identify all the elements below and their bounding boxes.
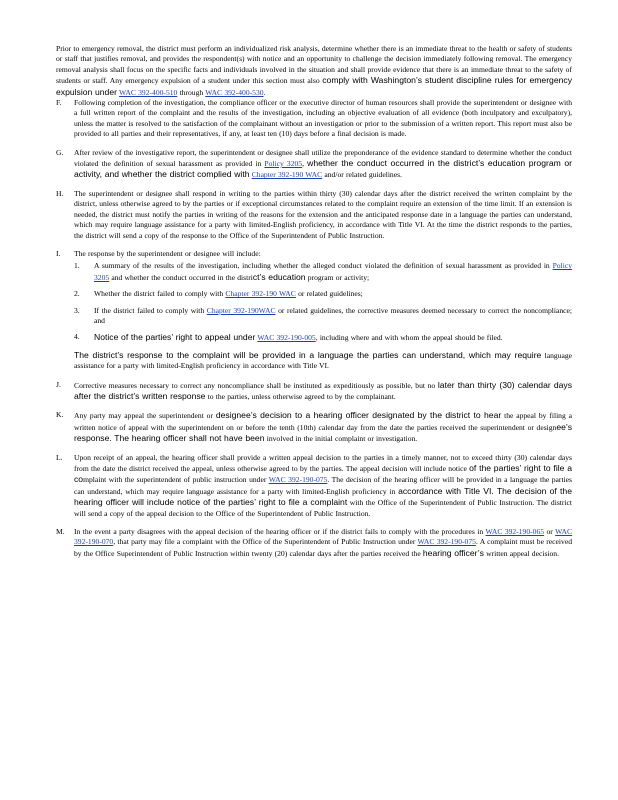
section-g-emphasis: whether the conduct occurred in the district’s education program or activity, and whether the district complied with xyxy=(74,158,573,180)
section-m-text xyxy=(74,527,572,559)
chapter-392-190-wac-link[interactable]: Chapter 392-190 WAC xyxy=(251,170,323,180)
section-m-text-2: , that party may file a complaint with the Office of the Superintendent of Public Instruction under xyxy=(113,537,416,547)
list-item-text xyxy=(94,306,572,327)
section-k xyxy=(56,410,572,444)
section-i xyxy=(56,249,572,372)
section-m xyxy=(56,527,572,559)
section-g-text-1: After review of the investigative report, the superintendent or designee shall utilize the preponderance of the evidence standard to determine whether the conduct violated the definition of sexual harassment as provided in xyxy=(74,147,572,169)
list-item xyxy=(74,332,572,343)
section-k-text-3: involved in the initial complaint or investigation. xyxy=(266,434,418,444)
wac-392-190-070-link[interactable]: WAC 392-190-070 xyxy=(74,527,573,547)
emergency-removal-paragraph xyxy=(56,44,572,98)
list-item-1-text-1: A summary of the results of the investigation, including whether the alleged conduct violated the definition of sexual harassment as provided in xyxy=(94,261,550,271)
policy-3205-link[interactable]: Policy 3205 xyxy=(94,261,572,282)
list-number: 1. xyxy=(74,261,80,271)
section-m-text-3: . A complaint must be received by the Office Superintendent of Public Instruction within twenty (20) calendar days after the parties received the xyxy=(74,537,572,558)
section-l-text xyxy=(74,453,572,519)
list-item xyxy=(74,261,572,283)
section-h-text: The superintendent or designee shall respond in writing to the parties within thirty (30) calendar days after the district received the written complaint by the district, unless otherwise agreed to by the parties or if exceptional circumstances related to the complaint require an extension of the time limit. If an extension is needed, the district must notify the parties in writing of the reasons for the extension and the anticipated response date in a language the parties can understand, which may require language assistance for a party with limited-English proficiency, in accordance with Title VI. At the time the district responds to the parties, the district will send a copy of the response to the Office of the Superintendent of Public Instruction. xyxy=(74,188,572,240)
list-number: 3. xyxy=(74,305,80,315)
wac-392-190-075-link[interactable]: WAC 392-190-075 xyxy=(417,537,476,547)
lead-through: through xyxy=(179,87,204,97)
section-j xyxy=(56,380,572,403)
section-marker: J. xyxy=(56,379,61,389)
section-l-text-4: with the Office of the Superintendent of Public Instruction. The district will send a copy of the appeal decision to the Office of the Superintendent of Public Instruction. xyxy=(74,498,572,518)
section-i-closing-emphasis: The district’s response to the complaint will be provided in a language the parties can understand, which may require xyxy=(74,349,542,360)
chapter-392-190-wac-link[interactable]: Chapter 392-190 WAC xyxy=(225,289,296,299)
section-marker: H. xyxy=(56,188,64,198)
chapter-392-190-wac-link[interactable]: Chapter 392-190WAC xyxy=(206,305,276,315)
lead-emphasis: comply with Washington’s student discipline rules for emergency expulsion under xyxy=(56,75,572,97)
section-i-closing xyxy=(74,350,572,372)
wac-392-400-510-link[interactable]: WAC 392-400-510 xyxy=(119,87,178,97)
list-item-1-text-2: and whether the conduct occurred in the distri xyxy=(111,272,253,282)
section-k-emphasis-2: ee’s response. The hearing officer shall not have been xyxy=(74,421,572,444)
list-number: 2. xyxy=(74,289,80,299)
section-k-text xyxy=(74,410,572,444)
section-l-text-2: mplaint with the superintendent of public instruction under xyxy=(83,475,267,485)
list-item-1-text-3: program or activity; xyxy=(307,272,370,282)
section-m-emphasis: hearing officer’s xyxy=(422,547,484,558)
section-marker: I. xyxy=(56,248,61,258)
section-i-intro: The response by the superintendent or designee will include: xyxy=(74,248,261,258)
section-marker: K. xyxy=(56,410,64,420)
section-j-text xyxy=(74,380,572,403)
section-k-emphasis-1: designee’s decision to a hearing officer designated by the district to hear xyxy=(215,410,502,421)
section-f xyxy=(56,98,572,140)
section-j-text-1: Corrective measures necessary to correct any noncompliance shall be instituted as expeditiously as possible, but no xyxy=(74,380,436,390)
list-item-1-emphasis: ct’s education xyxy=(252,271,306,282)
section-g-text-2: and/or related guidelines. xyxy=(324,170,402,180)
wac-392-190-005-link[interactable]: WAC 392-190-005 xyxy=(257,333,316,343)
section-l-emphasis-1: of the parties’ right to file a co xyxy=(74,463,572,485)
section-marker: F. xyxy=(56,98,62,108)
list-item xyxy=(74,289,572,299)
section-l-text-1: Upon receipt of an appeal, the hearing officer shall provide a written appeal decision to the parties in a timely manner, not to exceed thirty (30) calendar days from the date the district received the appeal, unless otherwise agreed to by the parties. The appeal decision will include notice xyxy=(74,452,572,473)
list-item-4-text: , including where and with whom the appeal should be filed. xyxy=(315,333,503,343)
wac-392-400-530-link[interactable]: WAC 392-400-530 xyxy=(205,87,264,97)
section-marker: L. xyxy=(56,452,63,462)
wac-392-190-065-link[interactable]: WAC 392-190-065 xyxy=(485,527,545,537)
section-m-text-4: written appeal decision. xyxy=(486,548,560,558)
list-item xyxy=(74,306,572,327)
list-item-3-text-2: or related guidelines, the corrective measures deemed necessary to correct the noncompliance; and xyxy=(94,305,573,325)
list-item-3-text-1: If the district failed to comply with xyxy=(94,305,205,315)
section-g-comma: , xyxy=(302,159,305,169)
list-item-text xyxy=(94,261,572,283)
section-l xyxy=(56,453,572,519)
section-j-emphasis: later than thirty (30) calendar days after the district’s written response xyxy=(74,379,573,401)
list-item-4-emphasis: Notice of the parties’ right to appeal under xyxy=(94,332,256,343)
section-k-text-2: the appeal by filing a written notice of appeal with the superintendent on or before the tenth (10th) calendar day from the date the parties received the superintendent or design xyxy=(74,411,572,432)
list-item-text xyxy=(94,332,572,343)
section-marker: M. xyxy=(56,527,65,537)
section-f-text: Following completion of the investigation, the compliance officer or the executive director of human resources shall provide the superintendent or designee with a full written report of the complaint and the results of the investigation, including an objective evaluation of all evidence (both inculpatory and exculpatory), unless the matter is resolved to the satisfaction of the complainant without an investigation or prior to the submission of a written report. This report must also be provided to all parties and their representatives, if any, at least ten (10) days before a final decision is made. xyxy=(74,98,572,139)
section-g xyxy=(56,148,572,181)
policy-3205-link[interactable]: Policy 3205 xyxy=(264,159,303,169)
section-marker: G. xyxy=(56,147,64,157)
section-l-text-3: . The decision of the hearing officer will be provided in a language the parties can understand, which may require language assistance for a party with limited-English proficiency in xyxy=(74,475,572,496)
section-g-text xyxy=(74,148,572,181)
list-number: 4. xyxy=(74,332,80,342)
list-item-2-text-1: Whether the district failed to comply with xyxy=(94,289,224,299)
section-m-text-1: In the event a party disagrees with the appeal decision of the hearing officer or if the district fails to comply with the procedures in xyxy=(74,527,484,537)
lead-text: Prior to emergency removal, the district must perform an individualized risk analysis, determine whether there is an immediate threat to the health or safety of students or staff that justifies removal, and provides the respondent(s) with notice and an opportunity to challenge the decision immediately following removal. The emergency removal analysis shall focus on the specific facts and individuals involved in the situation and shall provide evidence that there is an immediate threat to the safety of students or staff. Any emergency expulsion of a student under this section must also xyxy=(56,44,572,86)
list-item-2-text-2: or related guidelines; xyxy=(298,289,363,299)
section-l-emphasis-2: accordance with Title VI. The decision of the hearing officer will include notice of the parties’ right to file a complaint xyxy=(74,485,572,508)
section-k-text-1: Any party may appeal the superintendent or xyxy=(74,411,213,421)
section-j-text-2: to the parties, unless otherwise agreed to by the complainant. xyxy=(207,391,396,401)
section-m-or: or xyxy=(546,527,553,537)
wac-392-190-075-link[interactable]: WAC 392-190-075 xyxy=(268,475,328,485)
lead-period: . xyxy=(263,87,266,97)
section-h xyxy=(56,189,572,241)
section-i-closing-text: language assistance for a party with limited-English proficiency in accordance with Title VI. xyxy=(74,350,573,371)
list-item-text xyxy=(94,289,572,299)
